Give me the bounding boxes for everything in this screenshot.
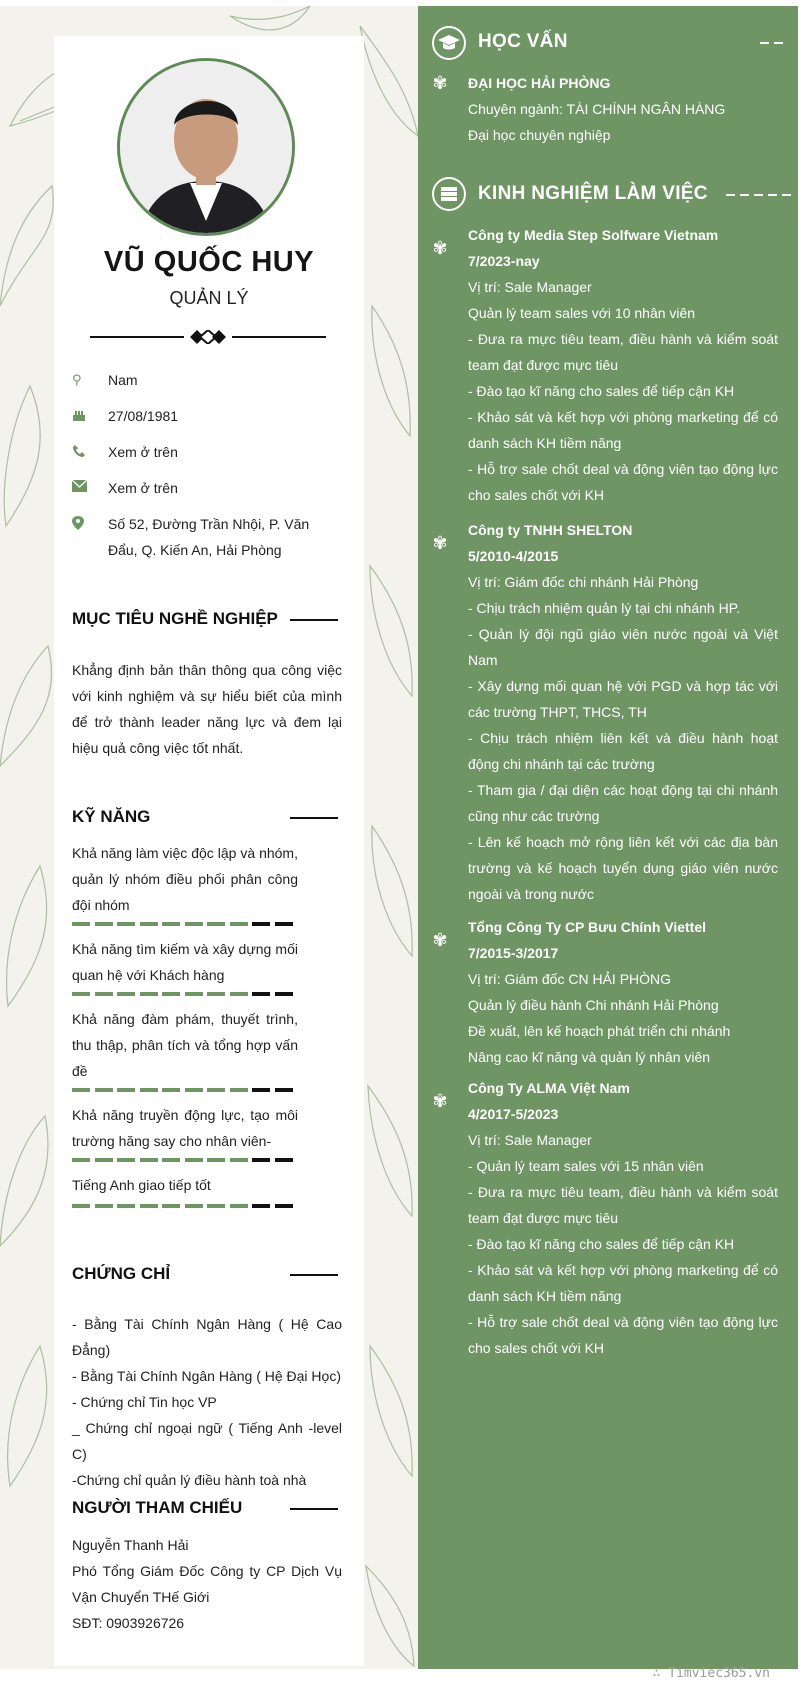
info-phone: Xem ở trên <box>72 439 342 465</box>
skill-bar-segment <box>117 1204 135 1208</box>
skill-bar-segment <box>117 1158 135 1162</box>
reference-title-line <box>290 1508 338 1510</box>
skill-bar-segment <box>162 922 180 926</box>
job-1-line: Vị trí: Sale Manager <box>468 279 592 295</box>
diamond-ornament-icon <box>188 330 228 344</box>
certificate-item: - Bằng Tài Chính Ngân Hàng ( Hệ Đại Học) <box>72 1368 341 1384</box>
skill-bar-segment <box>207 922 225 926</box>
certificates-title: CHỨNG CHỈ <box>72 1264 171 1283</box>
skill-bar-segment <box>140 1088 158 1092</box>
watermark: ∴ Timviec365.vn <box>652 1666 770 1681</box>
skill-bar-segment <box>185 1158 203 1162</box>
job-1-period: 7/2023-nay <box>468 253 540 269</box>
skill-bar-segment <box>95 922 113 926</box>
candidate-name: VŨ QUỐC HUY <box>103 246 315 278</box>
skill-bar-segment <box>207 1088 225 1092</box>
job-2-company: Công ty TNHH SHELTON <box>468 522 633 538</box>
skill-bar-segment <box>230 1204 248 1208</box>
skill-bar-segment <box>162 1204 180 1208</box>
job-2-line: - Chịu trách nhiệm liên kết và điều hành hoạt động chi nhánh tại các trường <box>468 730 778 772</box>
info-email: Xem ở trên <box>72 475 342 501</box>
skill-bar-segment <box>275 1204 293 1208</box>
job-2-line: - Chịu trách nhiệm quản lý tại chi nhánh HP. <box>468 600 741 616</box>
info-gender: ⚲ Nam <box>72 372 138 388</box>
skill-5-text: Tiếng Anh giao tiếp tốt <box>72 1177 211 1193</box>
job-2 <box>468 517 778 907</box>
skill-bar-segment <box>230 1158 248 1162</box>
job-2-line: - Tham gia / đại diện các hoạt động tại chi nhánh cũng như các trường <box>468 782 778 824</box>
job-1-line: - Đào tạo kĩ năng cho sales để tiếp cận KH <box>468 383 735 399</box>
skill-bar-segment <box>252 992 270 996</box>
skill-3-text: Khả năng đàm phám, thuyết trình, thu thập, phân tích và tổng hợp vấn đề <box>72 1011 298 1079</box>
job-4-period: 4/2017-5/2023 <box>468 1106 559 1122</box>
skill-bar-segment <box>117 922 135 926</box>
info-birthday: 27/08/1981 <box>72 403 342 429</box>
skill-bar-segment <box>72 922 90 926</box>
education-degree: Đại học chuyên nghiệp <box>468 127 611 143</box>
job-2-period: 5/2010-4/2015 <box>468 548 559 564</box>
certificate-item: - Bằng Tài Chính Ngân Hàng ( Hệ Cao Đẳng) <box>72 1316 342 1358</box>
skill-bar-segment <box>275 922 293 926</box>
job-3-line: Quản lý điều hành Chi nhánh Hải Phòng <box>468 997 719 1013</box>
job-3-line: Vị trí: Giám đốc CN HẢI PHÒNG <box>468 971 672 987</box>
job-1-line: - Đưa ra mực tiêu team, điều hành và kiểm soát team đạt được mực tiêu <box>468 331 778 373</box>
skill-3-bar <box>72 1088 298 1092</box>
location-pin-icon <box>72 516 88 532</box>
certificates-list <box>72 1311 342 1493</box>
objective-title: MỤC TIÊU NGHỀ NGHIỆP <box>72 609 278 628</box>
skill-bar-segment <box>140 992 158 996</box>
skill-bar-segment <box>117 1088 135 1092</box>
job-3-company: Tổng Công Ty CP Bưu Chính Viettel <box>468 919 707 935</box>
education-title: HỌC VẤN <box>478 31 568 52</box>
portrait-icon <box>120 61 292 233</box>
flower-bullet-icon: ✾ <box>432 930 448 950</box>
job-4-line: - Khảo sát và kết hợp với phòng marketing để có danh sách KH tiềm năng <box>468 1262 778 1304</box>
skill-bar-segment <box>230 1088 248 1092</box>
experience-title: KINH NGHIỆM LÀM VIỆC <box>478 183 708 204</box>
skill-5-bar <box>72 1204 298 1208</box>
skill-2-text: Khả năng tìm kiếm và xây dựng mối quan hệ với Khách hàng <box>72 941 298 983</box>
reference-title: NGƯỜI THAM CHIẾU <box>72 1498 243 1517</box>
job-1-line: Quản lý team sales với 10 nhân viên <box>468 305 696 321</box>
reference-block <box>72 1532 342 1636</box>
skill-bar-segment <box>72 1088 90 1092</box>
skill-bar-segment <box>95 1088 113 1092</box>
name-divider <box>90 330 326 344</box>
skill-4-bar <box>72 1158 298 1162</box>
job-3 <box>468 914 778 1070</box>
candidate-role: QUẢN LÝ <box>169 288 249 308</box>
job-1-line: - Khảo sát và kết hợp với phòng marketing để có danh sách KH tiềm năng <box>468 409 778 451</box>
job-3-line: Đề xuất, lên kế hoạch phát triển chi nhánh <box>468 1023 731 1039</box>
skill-bar-segment <box>162 1158 180 1162</box>
skill-1-text: Khả năng làm việc độc lập và nhóm, quản lý nhóm điều phối phân công đội nhóm <box>72 845 298 913</box>
flower-bullet-icon: ✾ <box>432 533 448 553</box>
experience-title-dash <box>726 194 796 196</box>
flower-bullet-icon: ✾ <box>432 73 448 93</box>
job-4-company: Công Ty ALMA Việt Nam <box>468 1080 630 1096</box>
graduation-cap-icon <box>432 26 466 60</box>
skill-bar-segment <box>72 992 90 996</box>
skill-bar-segment <box>252 1158 270 1162</box>
job-4 <box>468 1075 778 1361</box>
skill-bar-segment <box>140 922 158 926</box>
skill-bar-segment <box>207 992 225 996</box>
skill-4-text: Khả năng truyền động lực, tạo môi trường hăng say cho nhân viên- <box>72 1107 298 1149</box>
skill-bar-segment <box>252 1204 270 1208</box>
skill-bar-segment <box>275 992 293 996</box>
skill-bar-segment <box>95 1204 113 1208</box>
reference-position: Phó Tổng Giám Đốc Công ty CP Dịch Vụ Vận Chuyển THế Giới <box>72 1563 342 1605</box>
skills-title-line <box>290 817 338 819</box>
flower-bullet-icon: ✾ <box>432 1091 448 1111</box>
job-2-line: - Lên kế hoạch mở rộng liên kết với các địa bàn trường và kế hoạch tuyển dụng giáo viên nước ngoài và trong nước <box>468 834 778 902</box>
job-2-line: - Quản lý đội ngũ giáo viên nước ngoài và Việt Nam <box>468 626 778 668</box>
skill-1-bar <box>72 922 298 926</box>
skill-bar-segment <box>95 1158 113 1162</box>
reference-phone: SĐT: 0903926726 <box>72 1615 185 1631</box>
skill-2-bar <box>72 992 298 996</box>
job-4-line: - Quản lý team sales với 15 nhân viên <box>468 1158 704 1174</box>
skill-bar-segment <box>72 1204 90 1208</box>
skill-bar-segment <box>140 1158 158 1162</box>
education-block <box>468 70 778 148</box>
skill-bar-segment <box>140 1204 158 1208</box>
skill-bar-segment <box>117 992 135 996</box>
skill-bar-segment <box>185 992 203 996</box>
skill-bar-segment <box>72 1158 90 1162</box>
education-major: Chuyên ngành: TÀI CHÍNH NGÂN HÀNG <box>468 101 726 117</box>
info-address: Số 52, Đường Trần Nhội, P. Văn Đẩu, Q. Kiến An, Hải Phòng <box>72 511 342 563</box>
gender-icon: ⚲ <box>72 372 82 387</box>
skill-bar-segment <box>185 1088 203 1092</box>
birthday-cake-icon <box>72 408 88 424</box>
objective-text: Khẳng định bản thân thông qua công việc với kinh nghiệm và sự hiểu biết của mình để trở thành leader năng lực và đem lại hiệu quả công việc tốt nhất. <box>72 662 342 756</box>
skill-bar-segment <box>275 1158 293 1162</box>
skill-bar-segment <box>207 1158 225 1162</box>
email-icon <box>72 480 88 496</box>
job-1-line: - Hỗ trợ sale chốt deal và động viên tạo động lực cho sales chốt với KH <box>468 461 778 503</box>
job-3-line: Nâng cao kĩ năng và quản lý nhân viên <box>468 1049 711 1065</box>
education-title-dash <box>760 42 790 44</box>
briefcase-stack-icon <box>432 177 466 211</box>
certificate-item: -Chứng chỉ quản lý điều hành toà nhà <box>72 1472 307 1488</box>
job-4-line: Vị trí: Sale Manager <box>468 1132 592 1148</box>
reference-name: Nguyễn Thanh Hải <box>72 1537 189 1553</box>
education-school: ĐẠI HỌC HẢI PHÒNG <box>468 75 611 91</box>
phone-icon <box>72 444 88 460</box>
job-4-line: - Hỗ trợ sale chốt deal và động viên tạo động lực cho sales chốt với KH <box>468 1314 778 1356</box>
job-1 <box>468 222 778 508</box>
objective-title-line <box>290 619 338 621</box>
certificate-item: _ Chứng chỉ ngoại ngữ ( Tiếng Anh -level C) <box>72 1420 342 1462</box>
avatar <box>117 58 295 236</box>
skill-bar-segment <box>162 992 180 996</box>
skill-bar-segment <box>252 922 270 926</box>
skill-bar-segment <box>252 1088 270 1092</box>
flower-bullet-icon: ✾ <box>432 238 448 258</box>
skill-bar-segment <box>207 1204 225 1208</box>
job-1-company: Công ty Media Step Solfware Vietnam <box>468 227 719 243</box>
skill-bar-segment <box>230 992 248 996</box>
skill-bar-segment <box>230 922 248 926</box>
skill-bar-segment <box>275 1088 293 1092</box>
skill-bar-segment <box>185 922 203 926</box>
skill-bar-segment <box>185 1204 203 1208</box>
job-2-line: - Xây dựng mối quan hệ với PGD và hợp tác với các trường THPT, THCS, TH <box>468 678 778 720</box>
job-4-line: - Đưa ra mực tiêu team, điều hành và kiểm soát team đạt được mực tiêu <box>468 1184 778 1226</box>
certificates-title-line <box>290 1274 338 1276</box>
skill-bar-segment <box>162 1088 180 1092</box>
job-4-line: - Đào tạo kĩ năng cho sales để tiếp cận KH <box>468 1236 735 1252</box>
job-2-line: Vị trí: Giám đốc chi nhánh Hải Phòng <box>468 574 699 590</box>
job-3-period: 7/2015-3/2017 <box>468 945 559 961</box>
skill-bar-segment <box>95 992 113 996</box>
skills-title: KỸ NĂNG <box>72 807 151 826</box>
certificate-item: - Chứng chỉ Tin học VP <box>72 1394 217 1410</box>
